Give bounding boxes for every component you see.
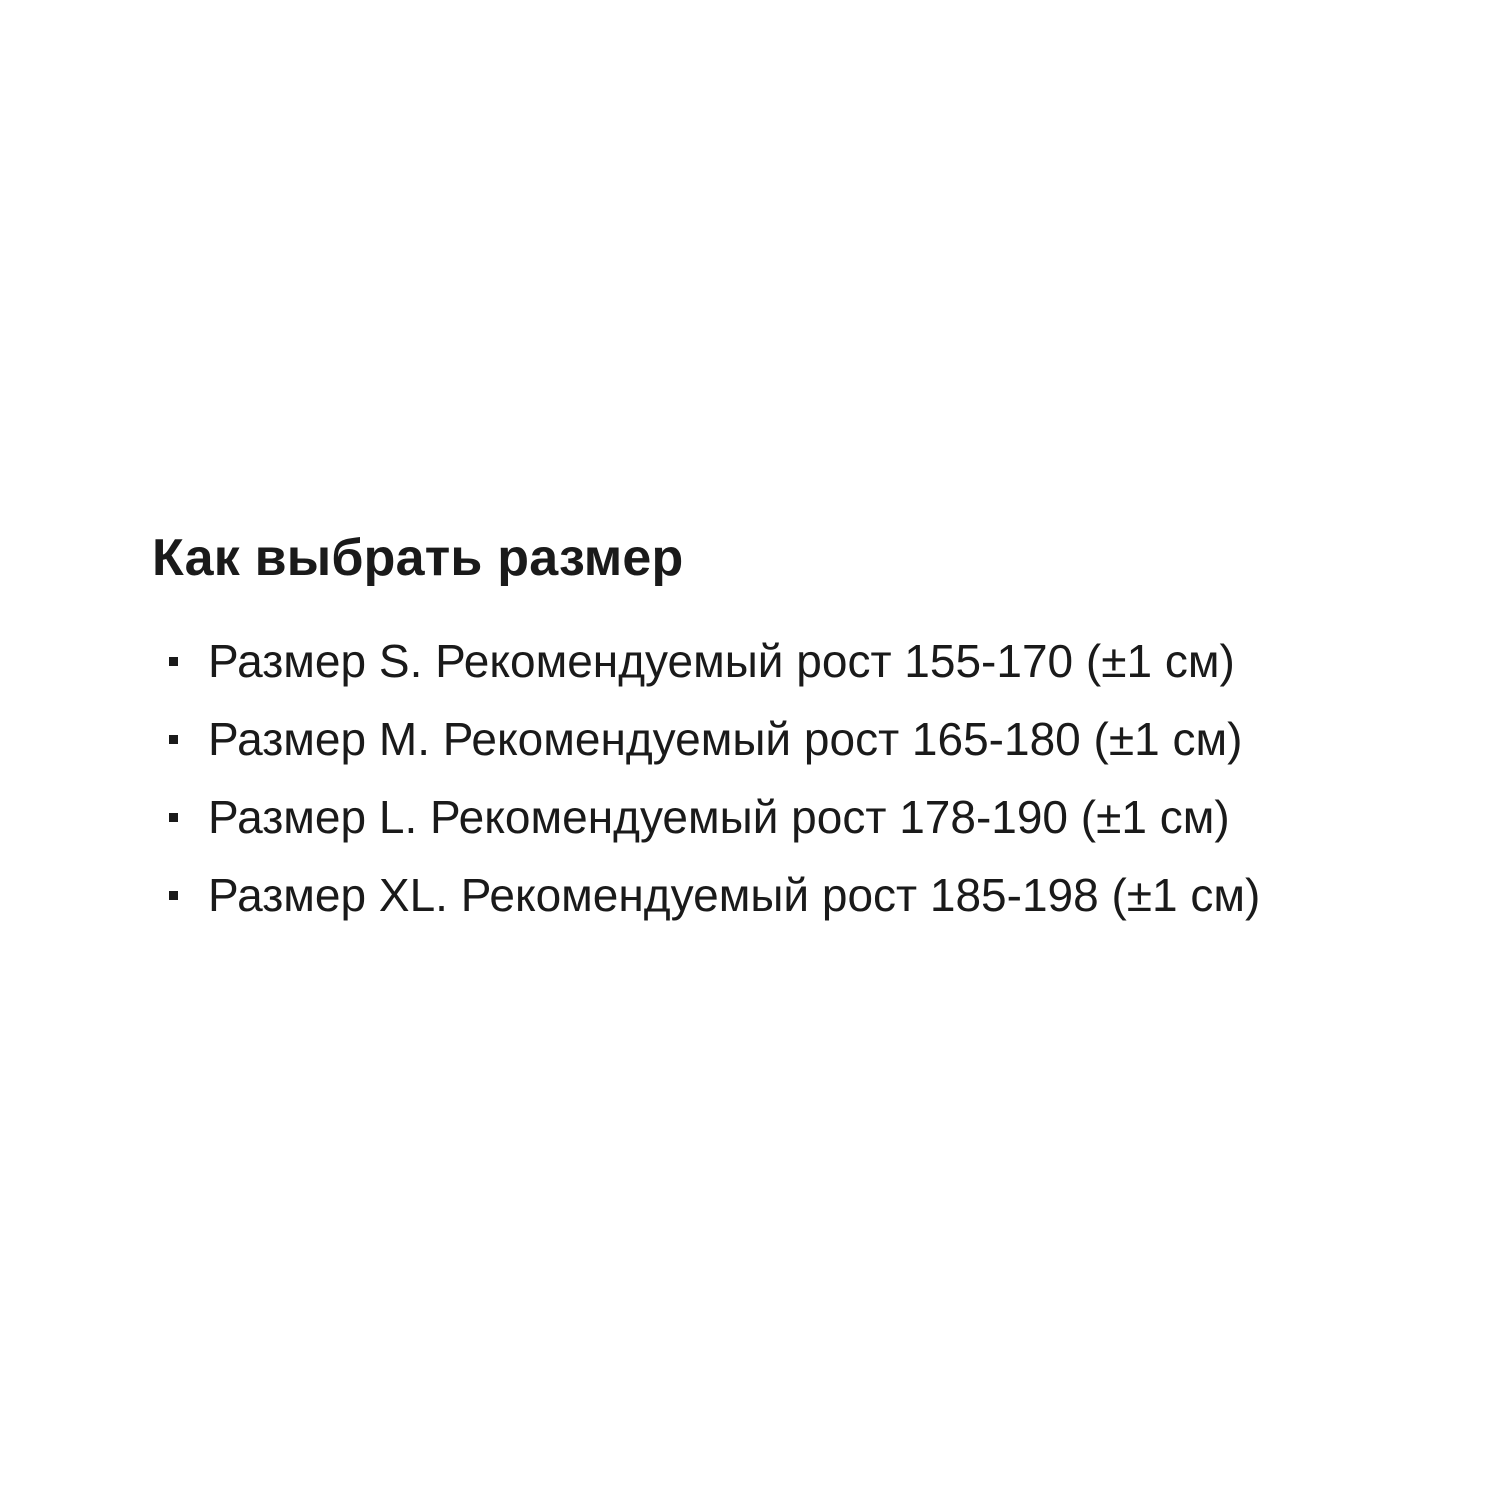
- square-bullet-icon: [169, 657, 178, 666]
- list-item: [152, 700, 1452, 778]
- list-item-text: Размер L. Рекомендуемый рост 178-190 (±1 см): [208, 791, 1230, 843]
- list-item-text: Размер XL. Рекомендуемый рост 185-198 (±1 см): [208, 869, 1261, 921]
- size-list: [152, 622, 1452, 934]
- square-bullet-icon: [169, 813, 178, 822]
- size-guide-section: [152, 522, 1452, 934]
- square-bullet-icon: [169, 891, 178, 900]
- square-bullet-icon: [169, 735, 178, 744]
- list-item-text: Размер M. Рекомендуемый рост 165-180 (±1 см): [208, 713, 1243, 765]
- list-item: [152, 622, 1452, 700]
- list-item: [152, 778, 1452, 856]
- section-title: Как выбрать размер: [152, 529, 684, 587]
- list-item: [152, 856, 1452, 934]
- list-item-text: Размер S. Рекомендуемый рост 155-170 (±1 см): [208, 635, 1235, 687]
